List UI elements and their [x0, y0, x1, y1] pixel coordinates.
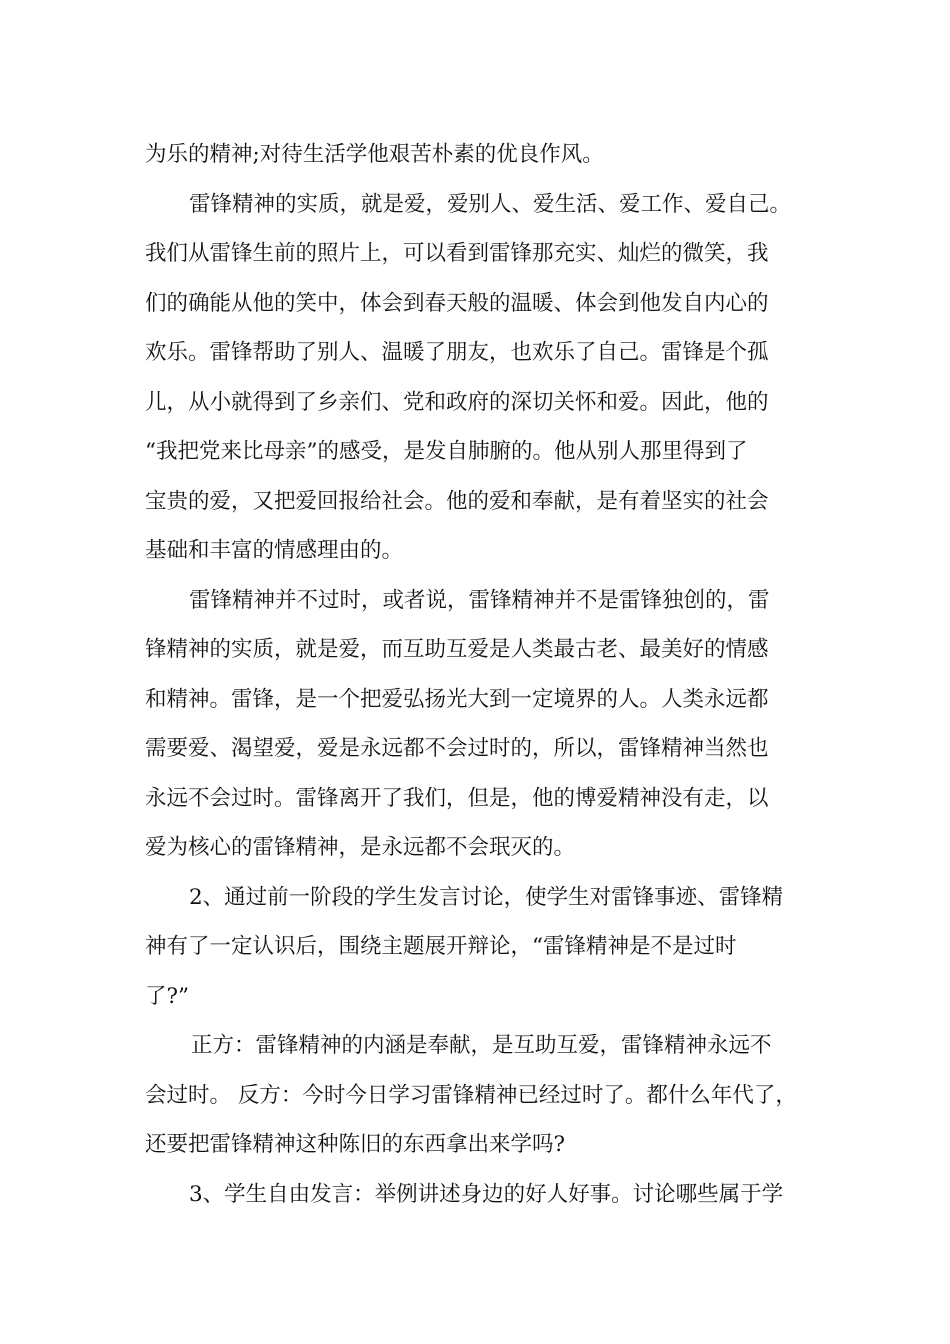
text-line: 儿，从小就得到了乡亲们、党和政府的深切关怀和爱。因此，他的 [145, 389, 769, 415]
text-line: 们的确能从他的笑中，体会到春天般的温暖、体会到他发自内心的 [145, 290, 769, 316]
text-line: 为乐的精神;对待生活学他艰苦朴素的优良作风。 [145, 142, 604, 167]
paragraph-start-line: 3、学生自由发言：举例讲述身边的好人好事。讨论哪些属于学 [189, 1181, 784, 1207]
text-line: “我把党来比母亲”的感受，是发自肺腑的。他从别人那里得到了 [145, 439, 748, 464]
document-body [145, 130, 805, 1219]
paragraph-start-line: 正方：雷锋精神的内涵是奉献，是互助互爱，雷锋精神永远不 [191, 1033, 772, 1058]
text-line: 宝贵的爱，又把爱回报给社会。他的爱和奉献，是有着坚实的社会 [145, 488, 769, 514]
text-line: 会过时。 反方：今时今日学习雷锋精神已经过时了。都什么年代了， [145, 1082, 797, 1108]
text-line: 锋精神的实质，就是爱，而互助互爱是人类最古老、最美好的情感 [145, 637, 769, 662]
text-line: 永远不会过时。雷锋离开了我们，但是，他的博爱精神没有走，以 [145, 785, 769, 811]
text-line: 基础和丰富的情感理由的。 [145, 538, 404, 563]
text-line: 神有了一定认识后，围绕主题展开辩论，“雷锋精神是不是过时 [145, 934, 737, 959]
text-line: 了?” [145, 983, 190, 1009]
paragraph-start-line: 雷锋精神并不过时，或者说，雷锋精神并不是雷锋独创的，雷 [189, 587, 770, 613]
paragraph-start-line: 2、通过前一阶段的学生发言讨论，使学生对雷锋事迹、雷锋精 [189, 884, 784, 910]
text-line: 欢乐。雷锋帮助了别人、温暖了朋友，也欢乐了自己。雷锋是个孤 [145, 340, 769, 365]
paragraph-start-line: 雷锋精神的实质，就是爱，爱别人、爱生活、爱工作、爱自己。 [189, 191, 792, 217]
text-line: 我们从雷锋生前的照片上，可以看到雷锋那充实、灿烂的微笑，我 [145, 241, 769, 266]
text-line: 爱为核心的雷锋精神，是永远都不会珉灭的。 [145, 835, 576, 860]
text-line: 还要把雷锋精神这种陈旧的东西拿出来学吗? [145, 1132, 566, 1157]
text-line: 和精神。雷锋，是一个把爱弘扬光大到一定境界的人。人类永远都 [145, 686, 769, 712]
text-line: 需要爱、渴望爱，爱是永远都不会过时的，所以，雷锋精神当然也 [145, 736, 769, 761]
